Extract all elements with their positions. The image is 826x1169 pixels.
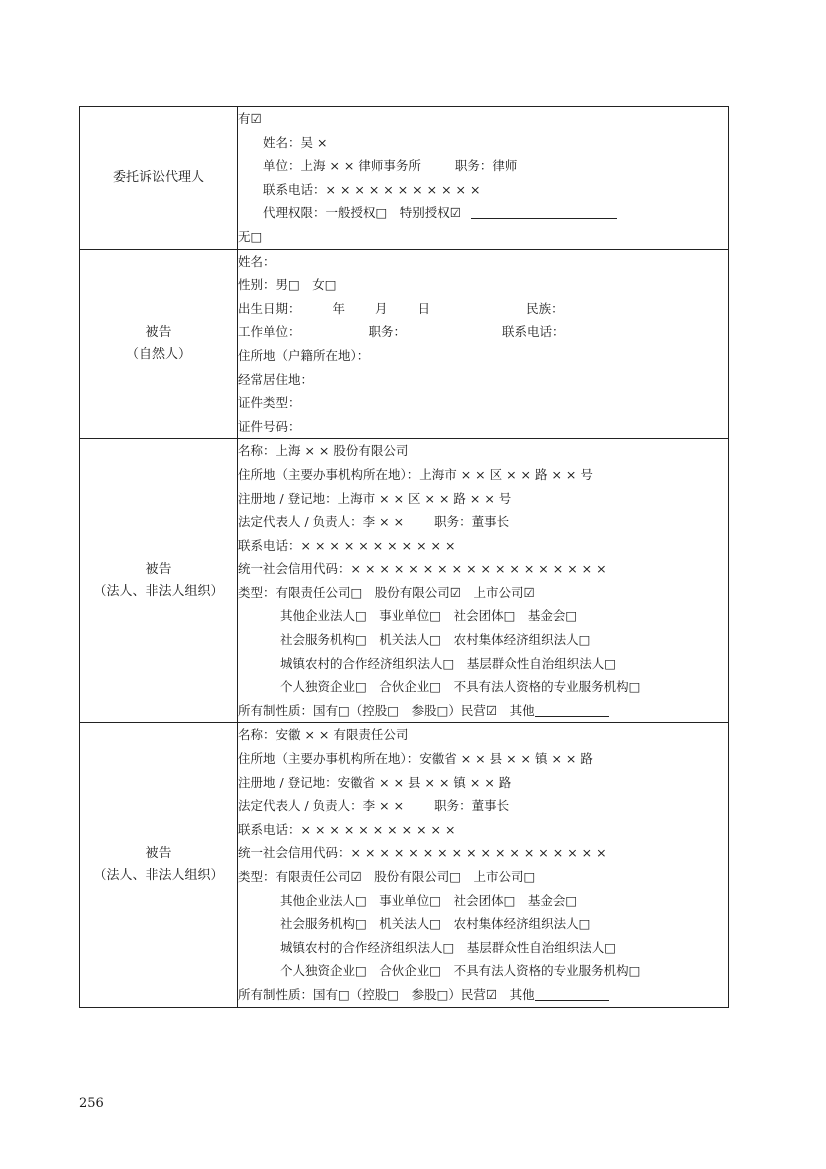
org2-phone: 联系电话：× × × × × × × × × × × <box>238 821 456 837</box>
person-name: 姓名： <box>238 253 276 269</box>
ownership-blank-line <box>535 702 609 717</box>
org1-type4: 城镇农村的合作经济组织法人□ 基层群众性自治组织法人□ <box>280 655 617 671</box>
defendant-org1-label: 被告 （法人、非法人组织） <box>80 439 238 723</box>
org1-phone: 联系电话：× × × × × × × × × × × <box>238 537 456 553</box>
person-residence: 住所地（户籍所在地）： <box>238 347 370 363</box>
defendant-person-content <box>238 249 729 439</box>
person-ethnicity: 民族： <box>526 300 564 316</box>
org1-type2: 其他企业法人□ 事业单位□ 社会团体□ 基金会□ <box>280 608 578 624</box>
agent-unit-line <box>238 154 728 178</box>
org2-registered: 注册地 / 登记地：安徽省 × × 县 × × 镇 × × 路 <box>238 774 512 790</box>
org1-type1: 类型：有限责任公司□ 股份有限公司☑ 上市公司☑ <box>238 584 535 600</box>
org2-credit-code: 统一社会信用代码：× × × × × × × × × × × × × × × × × × <box>238 845 607 861</box>
org1-type3: 社会服务机构□ 机关法人□ 农村集体经济组织法人□ <box>280 632 591 648</box>
org2-rep-line: 法定代表人 / 负责人：李 × × 职务：董事长 <box>238 798 510 814</box>
ownership-blank-line <box>535 986 609 1001</box>
org1-name: 名称：上海 × × 股份有限公司 <box>238 443 409 459</box>
agent-label: 委托诉讼代理人 <box>80 107 238 250</box>
org1-type5: 个人独资企业□ 合伙企业□ 不具有法人资格的专业服务机构□ <box>280 679 641 695</box>
org2-type2: 其他企业法人□ 事业单位□ 社会团体□ 基金会□ <box>280 892 578 908</box>
org2-ownership-line: 所有制性质：国有□（控股□ 参股□）民营☑ 其他 <box>238 983 728 1007</box>
org1-address: 住所地（主要办事机构所在地）：上海市 × × 区 × × 路 × × 号 <box>238 466 593 482</box>
defendant-org1-content <box>238 439 729 723</box>
agent-none: 无□ <box>238 228 263 244</box>
person-id-number: 证件号码： <box>238 418 301 434</box>
agent-authority-line <box>238 201 728 225</box>
defendant-org2-label: 被告 （法人、非法人组织） <box>80 723 238 1007</box>
person-work-line: 工作单位： 职务： 联系电话： <box>238 324 565 340</box>
org2-address: 住所地（主要办事机构所在地）：安徽省 × × 县 × × 镇 × × 路 <box>238 751 593 767</box>
page-number: 256 <box>79 1096 104 1111</box>
agent-authority: 代理权限：一般授权□ 特别授权☑ <box>263 205 462 221</box>
person-gender: 性别：男□ 女□ <box>238 277 337 293</box>
defendant-org2-content <box>238 723 729 1007</box>
person-habitual: 经常居住地： <box>238 371 314 387</box>
org1-registered: 注册地 / 登记地：上海市 × × 区 × × 路 × × 号 <box>238 490 512 506</box>
agent-has: 有☑ <box>238 111 262 126</box>
org2-name: 名称：安徽 × × 有限责任公司 <box>238 727 409 743</box>
agent-content <box>238 107 729 250</box>
person-id-type: 证件类型： <box>238 395 301 411</box>
org2-type3: 社会服务机构□ 机关法人□ 农村集体经济组织法人□ <box>280 916 591 932</box>
org2-type1: 类型：有限责任公司☑ 股份有限公司□ 上市公司□ <box>238 869 536 884</box>
authority-blank-line <box>471 204 617 219</box>
person-birth-line: 出生日期： 年 月 日 民族： <box>238 300 564 316</box>
defendant-org1-row <box>80 439 729 723</box>
org1-credit-code: 统一社会信用代码：× × × × × × × × × × × × × × × × × × <box>238 561 607 577</box>
org2-type5: 个人独资企业□ 合伙企业□ 不具有法人资格的专业服务机构□ <box>280 963 641 979</box>
org1-rep-line: 法定代表人 / 负责人：李 × × 职务：董事长 <box>238 514 510 530</box>
agent-phone: 联系电话：× × × × × × × × × × × <box>263 181 481 197</box>
agent-row <box>80 107 729 250</box>
agent-unit: 单位：上海 × × 律师事务所 <box>263 158 421 174</box>
defendant-org2-row <box>80 723 729 1007</box>
agent-position: 职务：律师 <box>454 158 518 174</box>
agent-name: 姓名：吴 × <box>263 134 328 150</box>
party-info-table <box>79 106 729 1008</box>
defendant-person-row <box>80 249 729 439</box>
org2-type4: 城镇农村的合作经济组织法人□ 基层群众性自治组织法人□ <box>280 939 617 955</box>
defendant-person-label: 被告 （自然人） <box>80 249 238 439</box>
org1-ownership-line: 所有制性质：国有□（控股□ 参股□）民营☑ 其他 <box>238 699 728 723</box>
